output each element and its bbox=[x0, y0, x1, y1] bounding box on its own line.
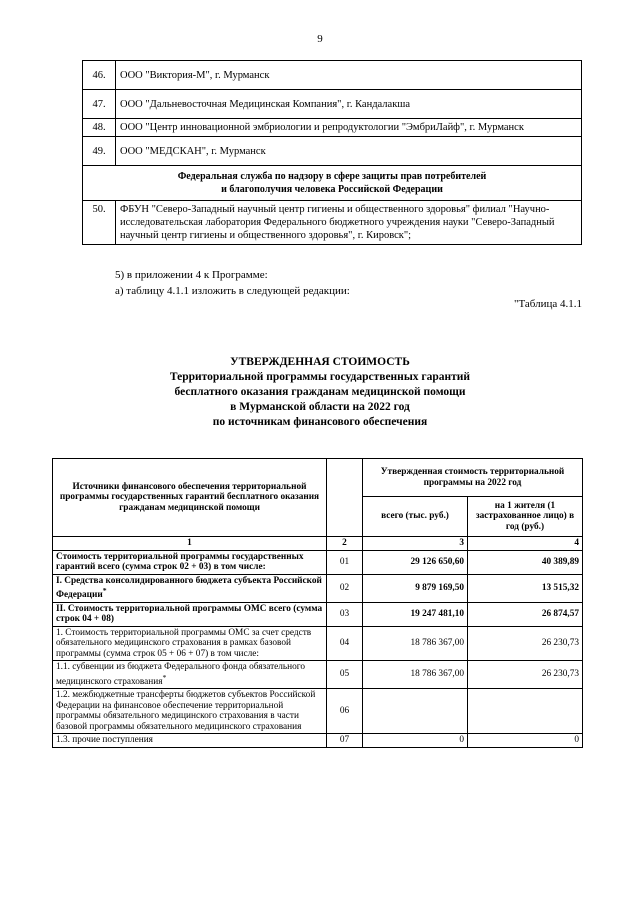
row-name: 1.2. межбюджетные трансферты бюджетов субъектов Российской Федерации на финансовое обеспечение территориальной программы обязательного медицинского страхования в части базовой программы обязательного медицинского страхования bbox=[53, 689, 327, 734]
row-code: 03 bbox=[327, 602, 363, 626]
row-number: 50. bbox=[83, 201, 116, 245]
column-index-row bbox=[53, 537, 583, 551]
row-number: 49. bbox=[83, 137, 116, 166]
table-reference: "Таблица 4.1.1 bbox=[513, 298, 582, 310]
table-row bbox=[53, 626, 583, 661]
column-index: 3 bbox=[363, 537, 468, 551]
table-row bbox=[53, 734, 583, 748]
row-number: 48. bbox=[83, 119, 116, 137]
row-code: 01 bbox=[327, 550, 363, 574]
page-number: 9 bbox=[317, 33, 323, 45]
heading-line-4: в Мурманской области на 2022 год bbox=[230, 401, 410, 413]
section-line-1: Федеральная служба по надзору в сфере защиты прав потребителей bbox=[177, 171, 487, 182]
row-name: I. Средства консолидированного бюджета субъекта Российской Федерации* bbox=[53, 574, 327, 602]
financing-table bbox=[52, 458, 583, 748]
organization-name: ООО "МЕДСКАН", г. Мурманск bbox=[116, 137, 582, 166]
table-row bbox=[53, 689, 583, 734]
row-name: 1.3. прочие поступления bbox=[53, 734, 327, 748]
row-total: 0 bbox=[363, 734, 468, 748]
row-per-capita: 0 bbox=[468, 734, 583, 748]
row-code: 05 bbox=[327, 661, 363, 689]
section-header bbox=[83, 166, 582, 201]
row-per-capita: 26 874,57 bbox=[468, 602, 583, 626]
table-row bbox=[53, 602, 583, 626]
table-row bbox=[83, 90, 582, 119]
column-index: 2 bbox=[327, 537, 363, 551]
table-row bbox=[83, 61, 582, 90]
paragraph-item-a: а) таблицу 4.1.1 изложить в следующей редакции: bbox=[115, 285, 350, 297]
column-index: 1 bbox=[53, 537, 327, 551]
heading-line-5: по источникам финансового обеспечения bbox=[212, 416, 428, 428]
header-sources: Источники финансового обеспечения территориальной программы государственных гарантий бесплатного оказания гражданам медицинской помощи bbox=[53, 459, 327, 537]
table-row bbox=[53, 550, 583, 574]
row-total bbox=[363, 689, 468, 734]
row-per-capita: 13 515,32 bbox=[468, 574, 583, 602]
table-row bbox=[83, 137, 582, 166]
section-header-row bbox=[83, 166, 582, 201]
organizations-table bbox=[82, 60, 582, 245]
heading-line-2: Территориальной программы государственных гарантий bbox=[169, 371, 471, 383]
column-index: 4 bbox=[468, 537, 583, 551]
row-code: 06 bbox=[327, 689, 363, 734]
header-per-capita: на 1 жителя (1 застрахованное лицо) в год (руб.) bbox=[468, 497, 583, 537]
row-total: 19 247 481,10 bbox=[363, 602, 468, 626]
row-code: 07 bbox=[327, 734, 363, 748]
row-name: 1.1. субвенции из бюджета Федерального фонда обязательного медицинского страхования* bbox=[53, 661, 327, 689]
row-per-capita: 26 230,73 bbox=[468, 661, 583, 689]
organization-name: ООО "Центр инновационной эмбриологии и репродуктологии "ЭмбриЛайф", г. Мурманск bbox=[116, 119, 582, 137]
row-code: 04 bbox=[327, 626, 363, 661]
row-total: 18 786 367,00 bbox=[363, 661, 468, 689]
header-code bbox=[327, 459, 363, 537]
row-name: II. Стоимость территориальной программы ОМС всего (сумма строк 04 + 08) bbox=[53, 602, 327, 626]
row-per-capita bbox=[468, 689, 583, 734]
row-code: 02 bbox=[327, 574, 363, 602]
row-name: 1. Стоимость территориальной программы ОМС за счет средств обязательного медицинского страхования в рамках базовой программы (сумма строк 05 + 06 + 07) в том числе: bbox=[53, 626, 327, 661]
row-total: 18 786 367,00 bbox=[363, 626, 468, 661]
paragraph-item-5: 5) в приложении 4 к Программе: bbox=[115, 269, 268, 281]
row-total: 29 126 650,60 bbox=[363, 550, 468, 574]
row-total: 9 879 169,50 bbox=[363, 574, 468, 602]
table-row bbox=[53, 574, 583, 602]
table-row bbox=[53, 661, 583, 689]
row-number: 47. bbox=[83, 90, 116, 119]
header-total: всего (тыс. руб.) bbox=[363, 497, 468, 537]
organization-name: ООО "Дальневосточная Медицинская Компания", г. Кандалакша bbox=[116, 90, 582, 119]
footnote-mark: * bbox=[162, 672, 167, 682]
table-header-row bbox=[53, 459, 583, 497]
row-name: Стоимость территориальной программы государственных гарантий всего (сумма строк 02 + 03) в том числе: bbox=[53, 550, 327, 574]
header-approved-cost: Утвержденная стоимость территориальной программы на 2022 год bbox=[363, 459, 583, 497]
organization-name: ООО "Виктория-М", г. Мурманск bbox=[116, 61, 582, 90]
section-line-2: и благополучия человека Российской Федерации bbox=[221, 184, 443, 195]
table-row bbox=[83, 201, 582, 245]
row-per-capita: 26 230,73 bbox=[468, 626, 583, 661]
footnote-mark: * bbox=[102, 586, 107, 595]
organization-name: ФБУН "Северо-Западный научный центр гигиены и общественного здоровья" филиал "Научно-исследовательская лаборатория Федерального бюджетного учреждения науки "Северо-Западный научный центр гигиены и общественного здоровья", г. Кировск"; bbox=[116, 201, 582, 245]
table-row bbox=[83, 119, 582, 137]
row-per-capita: 40 389,89 bbox=[468, 550, 583, 574]
heading-line-3: бесплатного оказания гражданам медицинской помощи bbox=[174, 386, 466, 398]
document-heading bbox=[100, 355, 540, 430]
row-number: 46. bbox=[83, 61, 116, 90]
heading-line-1: УТВЕРЖДЕННАЯ СТОИМОСТЬ bbox=[230, 356, 410, 368]
